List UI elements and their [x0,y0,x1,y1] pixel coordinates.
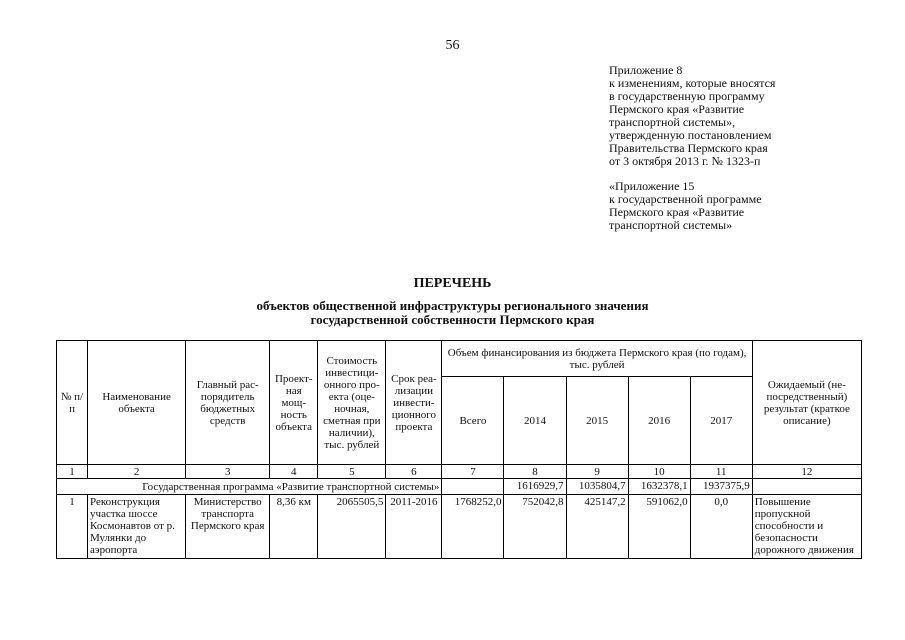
appendix-8-line: транспортной системы», [609,115,736,129]
column-number: 9 [566,465,628,479]
program-total [442,479,504,495]
column-number: 12 [752,465,861,479]
header-num: № п/п [57,341,88,465]
row-manager: Министерство транспорта Пермского края [186,495,270,559]
header-cost: Стоимость инвестици-онного про-екта (оце-ночная, сметная при наличии), тыс. рублей [318,341,386,465]
program-result [752,479,861,495]
row-capacity: 8,36 км [270,495,318,559]
appendix-15-line: транспортной системы» [609,218,733,232]
program-2014: 1616929,7 [504,479,566,495]
header-name: Наименование объекта [88,341,186,465]
program-row [57,479,862,495]
row-2017: 0,0 [690,495,752,559]
program-2017: 1937375,9 [690,479,752,495]
header-2016: 2016 [628,377,690,465]
row-name: Реконструкция участка шоссе Космонавтов от р. Мулянки до аэропорта [88,495,186,559]
row-2015: 425147,2 [566,495,628,559]
objects-table [56,340,862,559]
subtitle-line: объектов общественной инфраструктуры регионального значения [256,298,649,313]
row-2014: 752042,8 [504,495,566,559]
row-cost: 2065505,5 [318,495,386,559]
column-number: 3 [186,465,270,479]
document-title: ПЕРЕЧЕНЬ [413,276,492,291]
program-2015: 1035804,7 [566,479,628,495]
row-result: Повышение пропускной способности и безопасности дорожного движения [752,495,861,559]
appendix-8-line: от 3 октября 2013 г. № 1323-п [609,154,761,168]
row-num: 1 [57,495,88,559]
appendix-8-line: к изменениям, которые вносятся [609,76,776,90]
header-2017: 2017 [690,377,752,465]
appendix-15-line: «Приложение 15 [609,179,695,193]
appendix-8-line: Приложение 8 [609,63,683,77]
program-label: Государственная программа «Развитие транспортной системы» [57,479,442,495]
page-number: 56 [445,38,460,53]
header-funding-group: Объем финансирования из бюджета Пермского края (по годам), тыс. рублей [442,341,752,377]
header-manager: Главный рас-порядитель бюджетных средств [186,341,270,465]
header-2015: 2015 [566,377,628,465]
column-number: 2 [88,465,186,479]
appendix-15-line: к государственной программе [609,192,762,206]
appendix-15-line: Пермского края «Развитие [609,205,745,219]
document-subtitle [0,299,905,327]
program-2016: 1632378,1 [628,479,690,495]
column-number: 6 [386,465,442,479]
column-number: 7 [442,465,504,479]
column-number: 11 [690,465,752,479]
column-number: 10 [628,465,690,479]
appendix-8-line: утвержденную постановлением [609,128,772,142]
appendix-15-block [609,180,762,232]
row-period: 2011-2016 [386,495,442,559]
column-number: 1 [57,465,88,479]
header-capacity: Проект-ная мощ-ность объекта [270,341,318,465]
header-period: Срок реа-лизации инвести-ционного проекта [386,341,442,465]
appendix-8-line: Правительства Пермского края [609,141,768,155]
header-result: Ожидаемый (не-посредственный) результат (краткое описание) [752,341,861,465]
column-number: 4 [270,465,318,479]
column-number: 8 [504,465,566,479]
row-2016: 591062,0 [628,495,690,559]
appendix-8-line: в государственную программу [609,89,765,103]
header-2014: 2014 [504,377,566,465]
header-total: Всего [442,377,504,465]
column-number: 5 [318,465,386,479]
appendix-8-line: Пермского края «Развитие [609,102,745,116]
subtitle-line: государственной собственности Пермского края [310,312,595,327]
row-total: 1768252,0 [442,495,504,559]
table-row [57,495,862,559]
appendix-8-block [609,64,775,168]
